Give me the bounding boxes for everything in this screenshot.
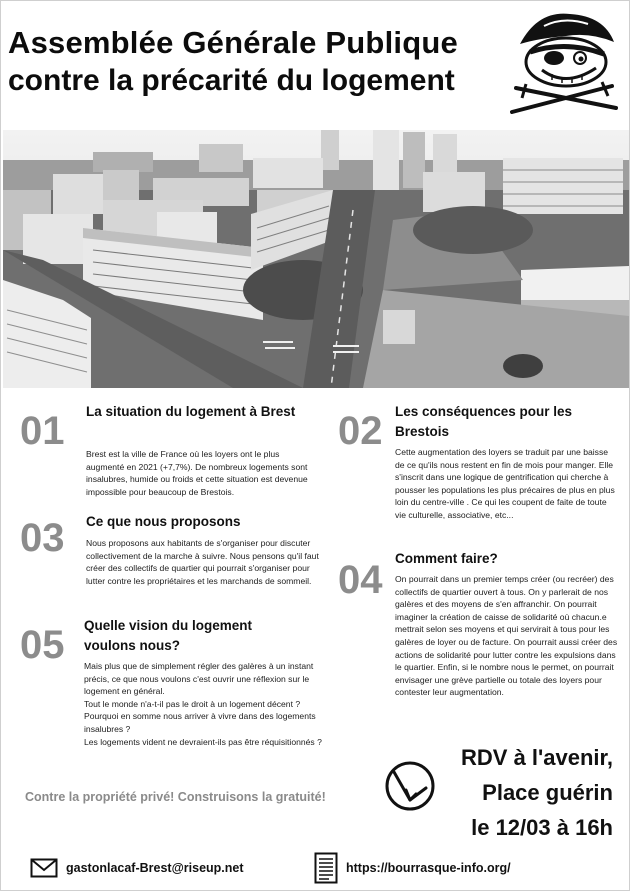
contact-email-link[interactable]: gastonlacaf-Brest@riseup.net: [66, 861, 244, 875]
poster-title: [8, 24, 518, 100]
section-04-number: 04: [338, 558, 383, 602]
circle-arrow-down-icon: [384, 760, 436, 812]
website-link[interactable]: https://bourrasque-info.org/: [346, 861, 511, 875]
rdv-line-3: le 12/03 à 16h: [471, 815, 613, 840]
section-02-title: Les conséquences pour les Brestois: [395, 404, 573, 439]
section-04-title: Comment faire?: [395, 551, 498, 566]
title-line-2: contre la précarité du logement: [8, 64, 455, 97]
rdv-block: [461, 740, 613, 845]
section-03-text: Nous proposons aux habitants de s'organiser pour discuter collectivement de la marche à suivre. Nous pensons qu'il faut créer des collectifs de quartier qui pourrait s'organiser pour lutter contre les propriétaires et les marchands de sommeil.: [86, 538, 319, 586]
section-03-title: Ce que nous proposons: [86, 514, 241, 529]
section-01-text: Brest est la ville de France où les loyers ont le plus augmenté en 2021 (+7,7%). De nombreux logements sont insalubres, humide ou froids et cette situation est devenue impossible pour beaucoup de Brestois.: [86, 449, 308, 497]
section-05-line: Les logements vident ne devraient-ils pas être réquisitionnés ?: [84, 736, 322, 747]
section-05-text: [84, 660, 338, 748]
section-02-number: 02: [338, 409, 383, 453]
section-05-line: Tout le monde n'a-t-il pas le droit à un logement décent ?: [84, 698, 301, 709]
slogan: Contre la propriété privé! Construisons la gratuité!: [25, 790, 326, 804]
city-photo: [3, 130, 629, 388]
rdv-line-1: RDV à l'avenir,: [461, 745, 613, 770]
section-02-text: Cette augmentation des loyers se traduit par une baisse de ce qu'ils nous restent en fin de mois pour manger. Elle s'inscrit dans une logique de gentrification qui cherche à pousser les populations les plus précaires de plus en plus loin du centre-ville . Ce qui les coupent de faite de toute vie culturelle, associative, etc...: [395, 447, 615, 520]
jolly-roger-cartoon-icon: [508, 4, 622, 122]
section-05-line: Pourquoi en somme nous arriver à vivre dans des logements insalubres ?: [84, 711, 316, 734]
section-05-number: 05: [20, 623, 65, 667]
rdv-line-2: Place guérin: [482, 780, 613, 805]
section-03-number: 03: [20, 516, 65, 560]
section-01-number: 01: [20, 409, 65, 453]
section-05-title: Quelle vision du logement voulons nous?: [84, 618, 253, 653]
section-01-title: La situation du logement à Brest: [86, 404, 296, 419]
section-04-text: On pourrait dans un premier temps créer (ou recréer) des collectifs de quartier ouvert à tous. On y parlerait de nos galères et des moyens de s'en affranchir. On pourrait imaginer la création de caisse de solidarité où chacun.e mettrait selon ses moyens et qui servirait à tous pour les galères de loyer ou de facture. On pourrait aussi créer des actions de solidarité pour lutter contre les expulsions dans le quartier. Enfin, si le nombre nous le permet, on pourrait envisager une grève partielle ou totale des loyers pour contester leur augmentation.: [395, 574, 618, 698]
section-05-line: Mais plus que de simplement régler des galères à un instant précis, ce que nous voulons c'est ouvrir une réflexion sur le logement en général.: [84, 661, 314, 697]
envelope-icon: [30, 858, 58, 878]
document-icon: [314, 852, 338, 884]
title-line-1: Assemblée Générale Publique: [8, 25, 458, 60]
